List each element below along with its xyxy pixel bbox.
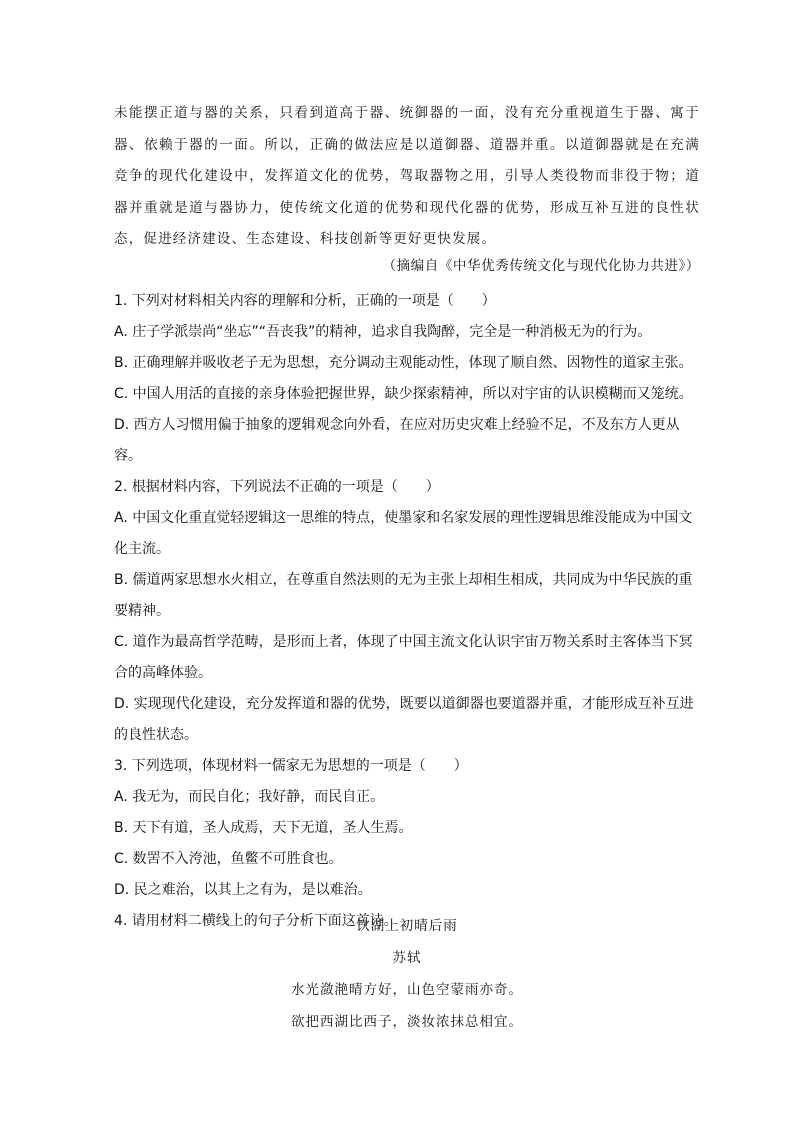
question-1-option-b: B. 正确理解并吸收老子无为思想，充分调动主观能动性，体现了顺自然、因物性的道家主张。 — [114, 355, 693, 371]
question-2-option-b: B. 儒道两家思想水火相立，在尊重自然法则的无为主张上却相生相成，共同成为中华民族的重要精神。 — [114, 572, 693, 619]
question-3-option-b: B. 天下有道，圣人成焉，天下无道，圣人生焉。 — [114, 820, 413, 836]
question-3-option-a: A. 我无为，而民自化；我好静，而民自正。 — [114, 789, 385, 805]
question-1-option-c: C. 中国人用活的直接的亲身体验把握世界，缺少探索精神，所以对宇宙的认识模糊而又笼统。 — [114, 386, 693, 402]
question-2-option-c: C. 道作为最高哲学范畴，是形而上者，体现了中国主流文化认识宇宙万物关系时主客体当下冥合的高峰体验。 — [114, 634, 693, 681]
question-2-stem: 2. 根据材料内容，下列说法不正确的一项是（ ） — [114, 479, 440, 495]
question-4-stem: 4. 请用材料二横线上的句子分析下面这首诗。 — [114, 913, 398, 929]
passage-paragraph: 未能摆正道与器的关系，只看到道高于器、统御器的一面，没有充分重视道生于器、寓于器、依赖于器的一面。所以，正确的做法应是以道御器、道器并重。以道御器就是在充满竞争的现代化建设中，发挥道文化的优势，驾取器物之用，引导人类役物而非役于物；道器并重就是道与器协力，使传统文化道的优势和现代化器的优势，形成互补互进的良性状态，促进经济建设、生态建设、科技创新等更好更快发展。 — [114, 105, 700, 247]
question-3-option-d: D. 民之难治，以其上之有为，是以难治。 — [114, 882, 372, 898]
poem — [114, 910, 700, 1038]
poem-author: 苏轼 — [392, 950, 422, 966]
question-2-option-a: A. 中国文化重直觉轻逻辑这一思维的特点，使墨家和名家发展的理性逻辑思维没能成为中国文化主流。 — [114, 510, 693, 557]
poem-title: 饮湖上初晴后雨 — [356, 918, 458, 934]
question-2-option-d: D. 实现现代化建设，充分发挥道和器的优势，既要以道御器也要道器并重，才能形成互补互进的良性状态。 — [114, 696, 694, 743]
poem-line-2: 欲把西湖比西子，淡妆浓抹总相宜。 — [291, 1014, 523, 1030]
question-1-option-d: D. 西方人习惯用偏于抽象的逻辑观念向外看，在应对历史灾难上经验不足，不及东方人更从容。 — [114, 417, 680, 464]
question-list — [114, 286, 704, 937]
passage-source: （摘编自《中华优秀传统文化与现代化协力共进》） — [382, 258, 700, 274]
passage-text — [114, 98, 700, 256]
question-1-option-a: A. 庄子学派崇尚“坐忘”“吾丧我”的精神，追求自我陶醉，完全是一种消极无为的行为。 — [114, 324, 652, 340]
poem-line-1: 水光潋滟晴方好，山色空蒙雨亦奇。 — [291, 982, 523, 998]
question-1-stem: 1. 下列对材料相关内容的理解和分析，正确的一项是（ ） — [114, 293, 496, 309]
question-3-option-c: C. 数罟不入洿池，鱼鳖不可胜食也。 — [114, 851, 343, 867]
question-3-stem: 3. 下列选项，体现材料一儒家无为思想的一项是（ ） — [114, 758, 468, 774]
